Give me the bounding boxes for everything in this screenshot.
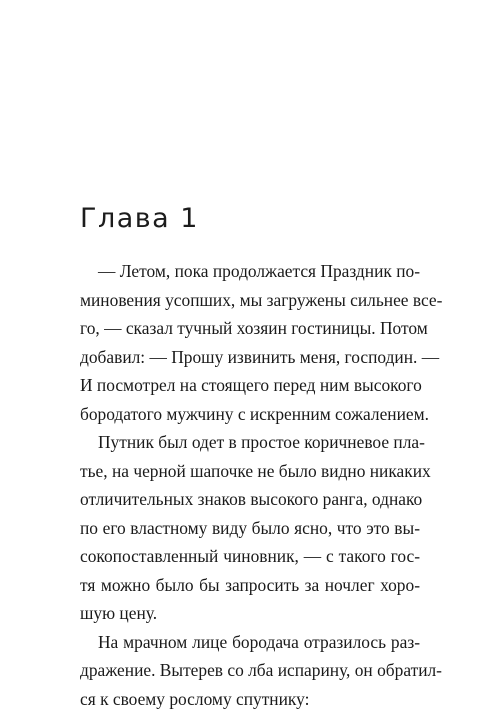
paragraph-2 — [80, 428, 420, 628]
chapter-title: Глава 1 — [80, 199, 199, 239]
text-line: миновения усопших, мы загружены сильнее все- — [80, 286, 420, 315]
text-line: отличительных знаков высокого ранга, однако — [80, 485, 420, 514]
text-line: шую цену. — [80, 599, 420, 628]
text-line: И посмотрел на стоящего перед ним высокого — [80, 371, 420, 400]
text-line: добавил: — Прошу извинить меня, господин. — — [80, 343, 420, 372]
text-line: дражение. Вытерев со лба испарину, он обратил- — [80, 656, 420, 685]
text-line: тя можно было бы запросить за ночлег хоро- — [80, 571, 420, 600]
text-line: ся к своему рослому спутнику: — [80, 685, 420, 713]
chapter-body — [80, 257, 420, 713]
text-line: Путник был одет в простое коричневое пла- — [80, 428, 420, 457]
text-line: На мрачном лице бородача отразилось раз- — [80, 628, 420, 657]
paragraph-3 — [80, 628, 420, 713]
text-line: бородатого мужчину с искренним сожалением. — [80, 400, 420, 429]
text-line: по его властному виду было ясно, что это вы- — [80, 514, 420, 543]
text-line: — Летом, пока продолжается Праздник по- — [80, 257, 420, 286]
text-line: тье, на черной шапочке не было видно никаких — [80, 457, 420, 486]
paragraph-1 — [80, 257, 420, 428]
text-line: сокопоставленный чиновник, — с такого гос- — [80, 542, 420, 571]
text-line: го, — сказал тучный хозяин гостиницы. Потом — [80, 314, 420, 343]
